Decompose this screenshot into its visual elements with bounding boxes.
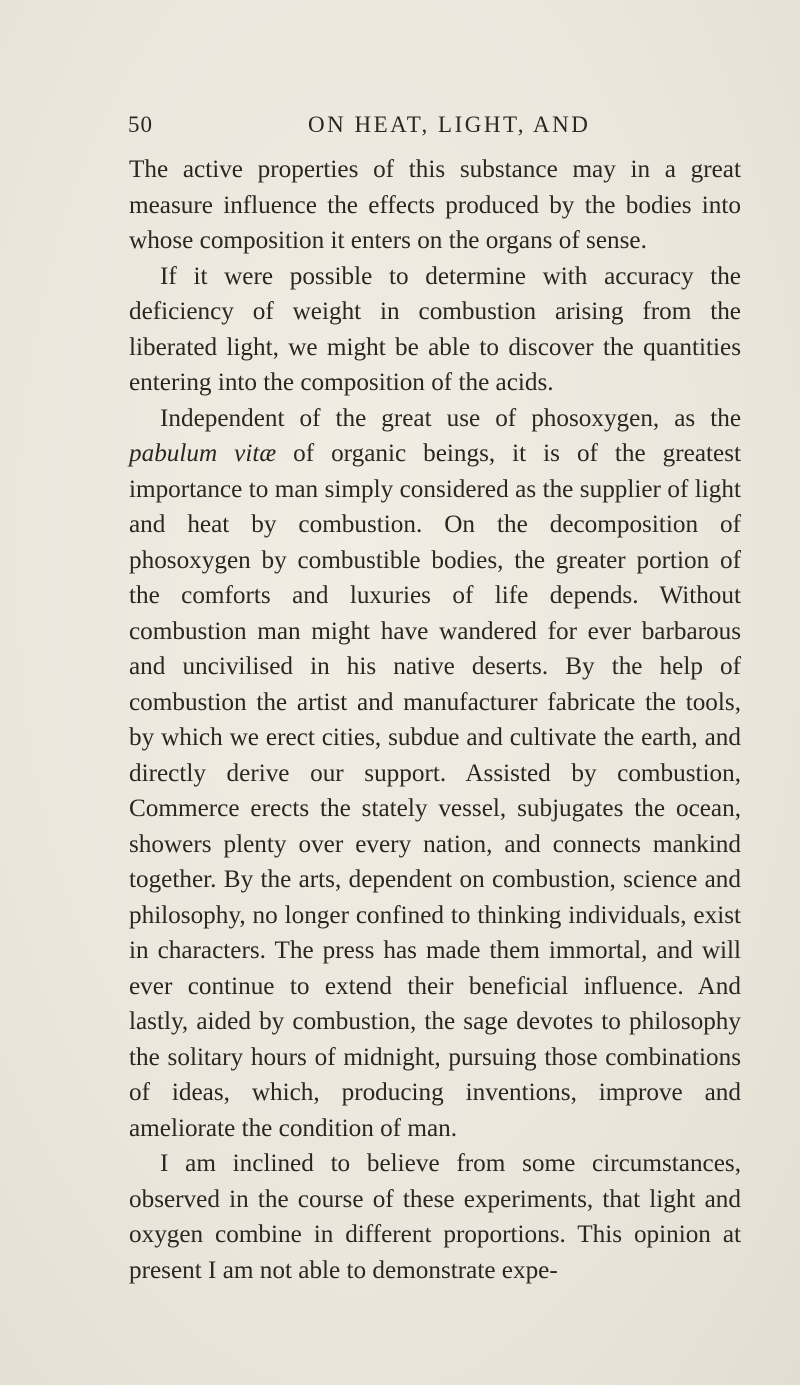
paragraph-1: The active properties of this substance may in a great measure influence the effects produced by the bodies into whose composition it enters on the organs of sense. (129, 156, 741, 254)
running-head: ON HEAT, LIGHT, AND (308, 112, 591, 137)
body-text (129, 152, 741, 1288)
paragraph-3-lead: Independent of the great use of phosoxygen, as the (160, 404, 741, 432)
page-header (124, 112, 744, 146)
italic-phrase: pabulum vitæ (129, 440, 277, 467)
paragraph-2: If it were possible to determine with accuracy the deficiency of weight in combustion arising from the liberated light, we might be able to discover the quantities entering into the composition of the acids. (129, 262, 741, 396)
paragraph-3 (129, 401, 741, 1147)
page-number: 50 (128, 112, 153, 137)
paragraph-4: I am inclined to believe from some circumstances, observed in the course of these experiments, that light and oxygen combine in different proportions. This opinion at present I am not able to demonstrate expe- (129, 1150, 741, 1284)
paragraph-3-rest: of organic beings, it is of the greatest importance to man simply considered as the supplier of light and heat by combustion. On the decomposition of phosoxygen by combustible bodies, the greater portion of the comforts and luxuries of life depends. Without combustion man might have wandered for ever barbarous and uncivilised in his native deserts. By the help of combustion the artist and manufacturer fabricate the tools, by which we erect cities, subdue and cultivate the earth, and directly derive our support. Assisted by combustion, Commerce erects the stately vessel, subjugates the ocean, showers plenty over every nation, and connects mankind together. By the arts, dependent on combustion, science and philosophy, no longer confined to thinking individuals, exist in characters. The press has made them immortal, and will ever continue to extend their beneficial influence. And lastly, aided by combustion, the sage devotes to philosophy the solitary hours of midnight, pursuing those combinations of ideas, which, producing inventions, improve and ameliorate the condition of man. (129, 440, 741, 1142)
